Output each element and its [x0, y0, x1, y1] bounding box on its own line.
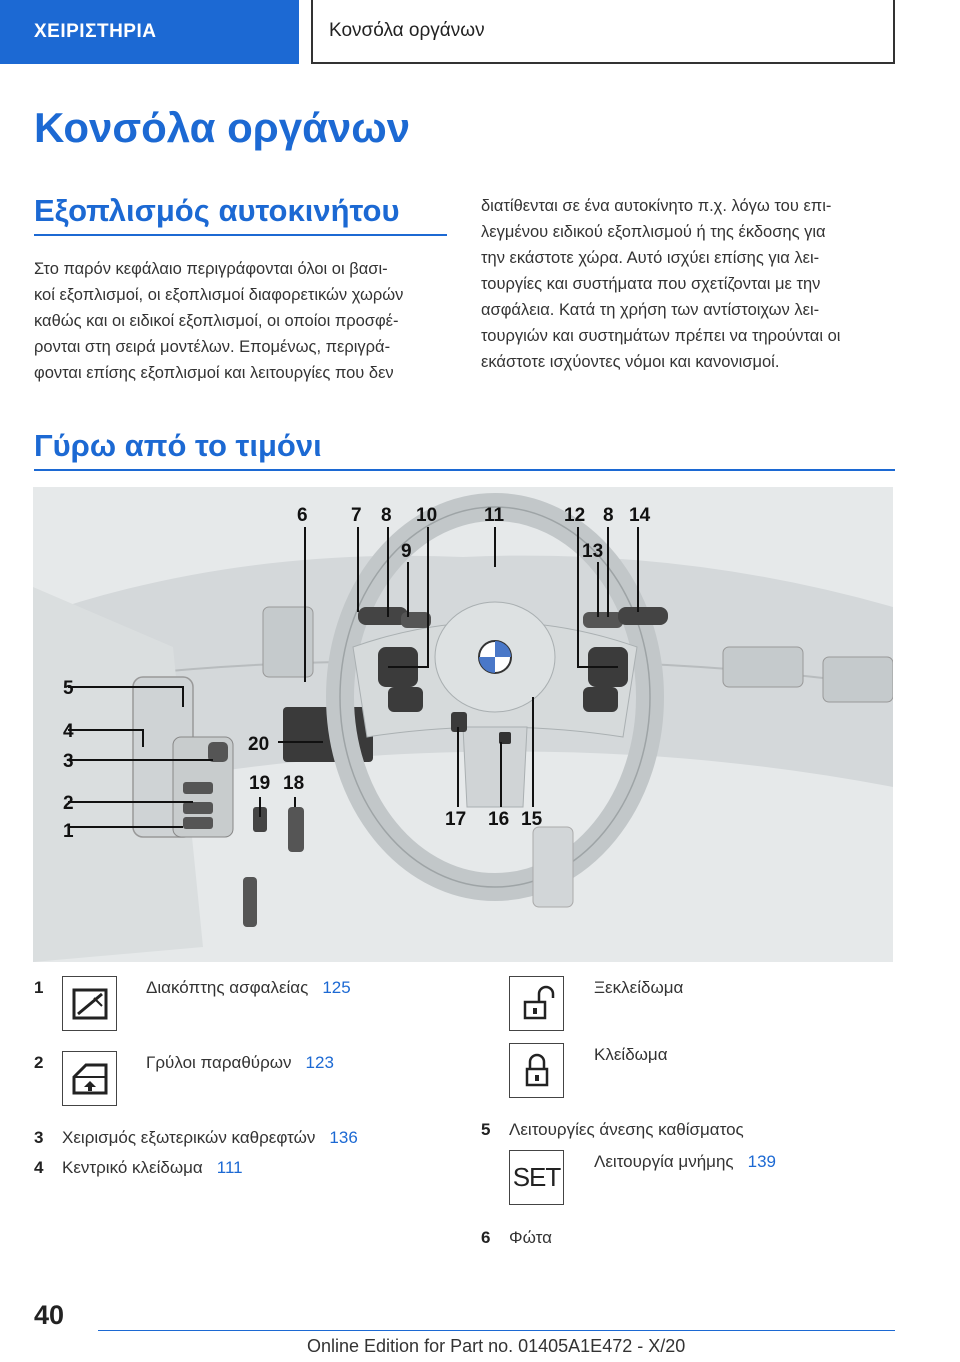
intro-paragraph-col2: διατίθενται σε ένα αυτοκίνητο π.χ. λόγω του επι- λεγμένου ειδικού εξοπλισμού ή της έκδοσης για την εκάστοτε χώρα. Αυτό ισχύει επίσης για λει- τουργίες και συστήματα που σχετίζονται με την ασφάλεια. Κατά τη χρήση των αντίστοιχων λει- τουργιών και συστημάτων πρέπει να τηρούνται οι εκάστοτε ισχύοντες νόμοι και κανονισμοί.	[481, 197, 841, 371]
legend-number: 4	[34, 1158, 44, 1177]
legend-item-1: Διακόπτης ασφαλείας 125	[146, 978, 351, 997]
footer-rule	[98, 1330, 895, 1331]
heading-rule	[34, 469, 895, 471]
callout-14: 14	[629, 505, 651, 526]
heading-rule	[34, 234, 447, 236]
legend-number: 1	[34, 978, 44, 997]
callout-8: 8	[381, 505, 392, 526]
callout-11: 11	[484, 505, 505, 526]
legend-memory: Λειτουργία μνήμης 139	[594, 1152, 777, 1171]
legend-item-5: Λειτουργίες άνεσης καθίσματος	[509, 1120, 744, 1139]
legend-item-3: Χειρισμός εξωτερικών καθρεφτών 136	[62, 1128, 358, 1147]
legend-number: 6	[481, 1228, 491, 1247]
section-heading-steering: Γύρω από το τιμόνι	[34, 428, 322, 463]
legend-number: 2	[34, 1053, 44, 1072]
callout-6: 6	[297, 505, 308, 526]
window-lifter-icon	[62, 1051, 117, 1106]
chapter-label: Κονσόλα οργάνων	[329, 20, 485, 41]
lock-icon	[509, 1043, 564, 1098]
callout-17: 17	[445, 809, 467, 830]
callout-5: 5	[63, 678, 74, 699]
section-heading-equipment: Εξοπλισμός αυτοκινήτου	[34, 193, 400, 228]
legend-unlock: Ξεκλείδωμα	[594, 978, 684, 997]
page-number: 40	[34, 1300, 65, 1330]
callout-8-right: 8	[603, 505, 614, 526]
callout-4: 4	[63, 721, 74, 742]
set-icon-label: SET	[512, 1162, 561, 1192]
page-ref[interactable]: 111	[216, 1158, 243, 1177]
legend-number: 5	[481, 1120, 491, 1139]
callout-3: 3	[63, 751, 74, 772]
page-ref[interactable]: 139	[747, 1152, 777, 1171]
section-tab	[0, 0, 299, 64]
callout-9: 9	[401, 541, 412, 562]
unlock-icon	[509, 976, 564, 1031]
edition-text: Online Edition for Part no. 01405A1E472 - X/20	[307, 1336, 686, 1356]
callout-15: 15	[521, 809, 543, 830]
legend-number: 3	[34, 1128, 44, 1147]
callout-19: 19	[249, 773, 271, 794]
callout-16: 16	[488, 809, 510, 830]
callout-18: 18	[283, 773, 305, 794]
legend-lock: Κλείδωμα	[594, 1045, 668, 1064]
intro-paragraph-col1: Στο παρόν κεφάλαιο περιγράφονται όλοι οι βασι- κοί εξοπλισμοί, οι εξοπλισμοί διαφορετικών χωρών καθώς και οι ειδικοί εξοπλισμοί, οι οποίοι προσφέ- ρονται στη σειρά μοντέλων. Επομένως, περιγρά- φονται επίσης εξοπλισμοί και λειτουργίες που δεν	[34, 260, 404, 382]
cockpit-illustration	[33, 487, 893, 962]
chapter-header	[311, 0, 895, 64]
page-title: Κονσόλα οργάνων	[34, 104, 411, 151]
set-memory-icon	[509, 1150, 564, 1205]
legend-item-2: Γρύλοι παραθύρων 123	[146, 1053, 334, 1072]
callout-20: 20	[248, 734, 270, 755]
callout-1: 1	[63, 821, 74, 842]
callout-13: 13	[582, 541, 604, 562]
callout-7: 7	[351, 505, 362, 526]
section-label: ΧΕΙΡΙΣΤΗΡΙΑ	[34, 21, 157, 42]
page-ref[interactable]: 123	[305, 1053, 334, 1072]
safety-switch-icon	[62, 976, 117, 1031]
legend-item-6: Φώτα	[509, 1228, 552, 1247]
legend-item-4: Κεντρικό κλείδωμα 111	[62, 1158, 243, 1177]
callout-12: 12	[564, 505, 586, 526]
page-ref[interactable]: 125	[322, 978, 351, 997]
page-ref[interactable]: 136	[329, 1128, 358, 1147]
callout-2: 2	[63, 793, 74, 814]
callout-10: 10	[416, 505, 438, 526]
